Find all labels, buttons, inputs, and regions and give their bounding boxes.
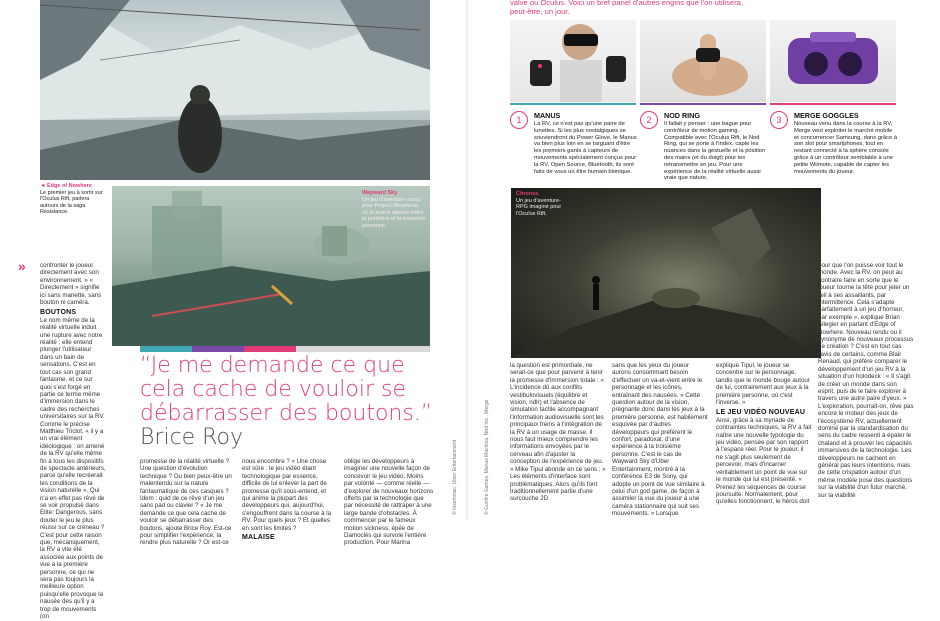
manus-number: 1 [510, 111, 528, 129]
right-column-3 [716, 362, 812, 520]
photo2-caption [362, 190, 426, 229]
left-column-2 [140, 458, 232, 547]
col4-text: oblige les développeurs à imaginer une nouvelle façon de concevoir le jeu vidéo. Moins par volonté — comme réelle — d'explorer de nouveaux horizons offerts par la technologie que par nécessité de rattraper à une large bande d'obstacles. À commencer par le fameux motion sickness, épée de Damoclès qui survole l'entière production. Pour Marina [344, 458, 434, 547]
manus-bar [510, 103, 636, 105]
nod-ring-title: NOD RING [664, 111, 700, 120]
nod-ring-image [640, 20, 766, 102]
photo3-caption-text: Un jeu d'aventure-RPG imaginé pour l'Oculus Rift. [516, 197, 562, 217]
right-photo-credits: © Gunfire Games, Manus Machina, Nod Inc., Merge [484, 399, 490, 515]
merge-goggles-image [770, 20, 896, 102]
nod-ring-bar [640, 103, 766, 105]
left-column-4 [344, 458, 434, 547]
col3-text: nous encombre ? « Une chose est sûre : le jeu vidéo étant technologique par essence, difficile de lui enlever la part de promesse qu'il sous-entend, et qui anime la plupart des développeurs qui, aujourd'hui, s'engouffrent dans la course à la RV. Pour quels jeux ? Et quelles en sont les limites ? [242, 458, 332, 532]
photo1-caption [40, 183, 106, 216]
color-bar-teal [140, 346, 192, 352]
right-column-4 [818, 262, 914, 520]
nod-ring-illustration [640, 20, 766, 102]
pull-quote-text: “Je me demande ce que cela cache de vouloir se débarrasser des boutons.” [140, 353, 433, 426]
photo3-caption-title: Chronos [516, 191, 539, 197]
manus-illustration [510, 20, 636, 102]
chevrons-marker: » [18, 258, 26, 274]
merge-goggles-title: MERGE GOGGLES [794, 111, 859, 120]
intro-line: valve ou Oculus. Voici un bref panel d'autres engins que l'on utilisera, peut-être, un jour. [510, 0, 743, 16]
col2-text: promesse de la réalité virtuelle ? Une question d'évolution technique ? Ou bien peux-être un malentendu sur la nature fantasmatique de ces casques ? Idem : quid de ce rêve d'un jeu sans pad ou clavier ? « Je me demande ce que cela cache de vouloir se débarrasser des boutons, ajoute Brice Roy. Est-ce pour simplifier l'expérience, la rendre plus naturelle ? Or est-ce [140, 458, 232, 547]
manus-desc: La RV, ce n'est pas qu'une paire de lunettes. Si les plus nostalgiques se souviendront du Power Glove, le Manus va bien plus loin en se targuant d'être les premiers gants à capteurs de mouvements spécialement conçus pour la RV. Open Source, Bluetooth, ils sont faits de vous un être humain bionique. [534, 121, 637, 175]
heading-jeu-video-nouveau: LE JEU VIDÉO NOUVEAU [716, 409, 806, 417]
left-column-1 [40, 262, 106, 621]
color-bar-pink [244, 346, 296, 352]
rcol2-text: sans que les yeux du joueur aurons consommant besoin d'effectuer un va-et-vient entre le personnage et les icônes, entraînant des nausées. » Cette question autour de la vision, prégnante donc dans les jeux à la première personne, est habilement esquivée par d'autres développeurs qui préfèrent le confort, paradoxal, d'une expérience à la troisième personne. C'est le cas de Wayward Sky d'Uber Entertainment, montré à la conférence E3 de Sony, qui adopte un point de vue similaire à celui d'un god game, de façon à assimiler la vue du joueur à une caméra stationnaire qui suit ses mouvements. « Lorsque [612, 362, 708, 518]
photo1-caption-title: ◄ Edge of Nowhere [40, 183, 92, 189]
color-bar-grey [296, 346, 430, 352]
pull-quote [140, 354, 440, 450]
edge-of-nowhere-photo [40, 0, 430, 180]
photo1-caption-text: Le premier jeu à sortir sur l'Oculus Rift, parlera autours de la saga Resistance. [40, 189, 103, 215]
rcol3-text2: Ainsi, grâce à sa myriade de contraintes techniques, la RV a fait naître une nouvelle typologie du jeu vidéo, pensée par son rapport à l'espace réel. Pour le joueur, il ne s'agit plus seulement de percevoir, mais d'incarner véritablement un point de vue sur le monde qui lui est présenté. « Prenez les séquences de course poursuite. Normalement, pour qu'elles fonctionnent, le héros doit [716, 416, 812, 506]
left-photo-credits: © Insomniac, Ubier Entertainment [452, 439, 458, 515]
merge-goggles-desc: Nouveau venu dans la course à la RV, Merge veut exploiter le marché mobile et concurrencer Samsung, dans grâce à son slot pour smartphones, tout en restant connecté à la sphère console grâce à un contrôleur semblable à une petite Wiimote, capable de capter les mouvements du joueur. [794, 121, 898, 175]
snow-scene-illustration [40, 0, 430, 180]
pull-quote-author: Brice Roy [140, 425, 243, 450]
right-column-1 [510, 362, 606, 520]
left-column-3 [242, 458, 334, 542]
col1-intro: confronter le joueur directement avec son environnement. » « Directement » signifie ici sans manette, sans bouton ni caméra. [40, 262, 102, 307]
heading-malaise: MALAISE [242, 534, 275, 542]
rcol4-text: pour que l'on puisse voir tout le monde. Avec la RV, on peut au contraire faire en sorte que le joueur tourne la tête pour jeter un œil à ses assaillants, par intermittence. Cela s'adapte parfaitement à un jeu d'horreur, par exemple », explique Brian Allegier en parlant d'Edge of Nowhere. Nouveau rendu ou il synonyme de nouveaux processus de création ? C'est en tout cas l'avis de certains, comme Blair Renaud, qui préfère comparer le développement d'un jeu RV à la situation d'un holodeck : « Il s'agit de créer un monde dans son esprit, puis de le faire explorer à travers une autre paire d'yeux. » L'exploration, pourrait-on, rêve pas encore le moteur des jeux de l'écosystème RV, actuellement dominé par la standardisation du sens du cadre ressenti à épater le chaland et à prouver les capacités immersives de la technologie. Les développeurs ne cachent en général pas leurs intentions, mais de cette crispation autour d'un même modèle pose des questions sur la viabilité d'un futur marché, sur la viabilité [818, 262, 914, 499]
heading-boutons: BOUTONS [40, 309, 77, 317]
rcol3-text: explique Tipul, le joueur se concentre sur le personnage, tandis que le monde bouge autour de lui, contrairement aux jeux à la première personne, où c'est l'inverse. » [716, 362, 810, 407]
photo2-caption-text: Un jeu d'aventure conçu pour Project Morpheus, où le joueur alterne entre la première et la troisième personne. [362, 196, 426, 229]
col1-text: Le nom même de la réalité virtuelle induit une rupture avec notre réalité ; elle entend plonger l'utilisateur dans un bain de sensations. C'est en tout cas son grand fantasme, et ce sur quoi s'est forgé en partie ce terme même d'immersion dans le cadre des recherches universitaires sur la RV. Comme le précise Matthieu Triclot, « il y a un vrai élément idéologique : on amené de la RV qu'elle même fin à tous les dispositifs de spectacle antérieurs, parce qu'elle recréerait les conditions de la vision naturelle ». Qui n'a en effet pas rêvé de se voir propulsé dans Elite: Dangerous, sans douter le jeu le plus réussi sur ce créneau ? C'est pour cette raison que, mécaniquement, la RV a vite été associée aux points de vue à la première personne, ce qui ne sera pas toujours la meilleure option puisqu'elle provoque la nausée des qu'il y a trop de mouvements (on [40, 316, 106, 621]
rcol1-text: la question est primordiale, ne serait-ce que pour parvenir à tenir la promesse d'immersion totale : « L'incidence dû aux conflits vestibulovisuels (équilibre et vision, ndlr) et l'absence de simulation tactile accompagnant l'information audiovisuelle sont les principaux freins à l'intégration de la RV à un usage de masse. Il nous faut mieux comprendre les informations envoyées par le cerveau afin d'ajuster la conception de l'expérience de jeu. » Mike Tipul abonde en ce sens : « Les éléments d'interface sont problématiques. Alors qu'ils font traditionnellement partie d'une surcouche 2D [510, 362, 606, 503]
nod-ring-desc: Il fallait y penser : une bague pour contrôleur de motion gaming. Compatible avec l'Oculus Rift, le Nod Ring, qui se porte à l'index, capte les nuances dans la gestuelle et la position des mains (et du doigt) pour les retransmettre en jeu. Pour une expérience de la réalité virtuelle aussi vraie que nature. [664, 121, 766, 182]
merge-goggles-number: 3 [770, 111, 788, 129]
right-page [472, 0, 940, 520]
nod-ring-number: 2 [640, 111, 658, 129]
manus-title: MANUS [534, 111, 561, 120]
color-bar-purple [192, 346, 244, 352]
merge-goggles-bar [770, 103, 896, 105]
merge-goggles-illustration [770, 20, 896, 102]
photo2-caption-title: Wayward Sky [362, 190, 398, 196]
right-column-2 [612, 362, 708, 520]
photo3-caption [516, 191, 572, 217]
left-page [0, 0, 468, 621]
color-bar [140, 346, 430, 352]
manus-image [510, 20, 636, 102]
